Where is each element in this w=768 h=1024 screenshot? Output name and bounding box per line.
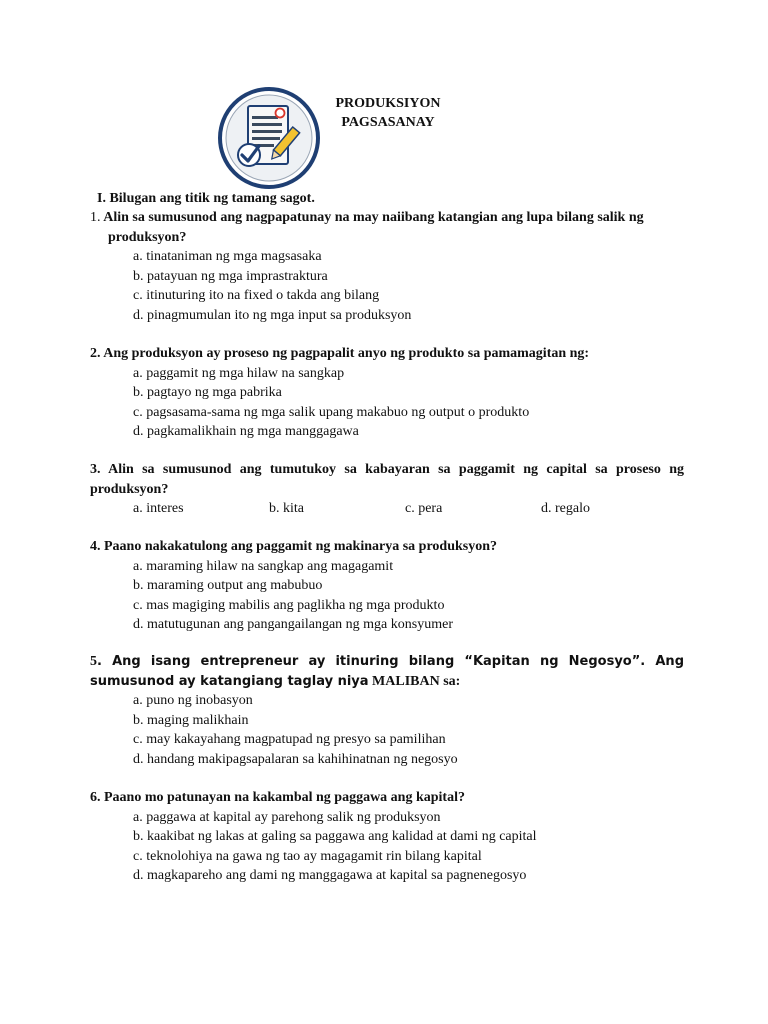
question-5: [90, 652, 684, 769]
question-4: [90, 537, 684, 635]
section-instruction: I. Bilugan ang titik ng tamang sagot.: [97, 191, 315, 206]
options-list: [90, 499, 684, 519]
question-text-tail: MALIBAN sa:: [368, 673, 461, 689]
question-stem: [90, 652, 684, 691]
option-a[interactable]: a. paggamit ng mga hilaw na sangkap: [133, 365, 345, 381]
option-a[interactable]: a. paggawa at kapital ay parehong salik ng produksyon: [133, 809, 441, 825]
option-a[interactable]: a. puno ng inobasyon: [133, 693, 253, 708]
title-line-1: PRODUKSIYON: [335, 96, 441, 111]
option-c[interactable]: c. may kakayahang magpatupad ng presyo sa pamilihan: [133, 732, 446, 747]
option-b[interactable]: b. pagtayo ng mga pabrika: [133, 385, 282, 400]
option-b[interactable]: b. kaakibat ng lakas at galing sa paggawa ang kalidad at dami ng capital: [133, 829, 537, 844]
question-6: [90, 788, 684, 886]
options-list: [90, 364, 684, 442]
option-c[interactable]: c. itinuturing ito na fixed o takda ang bilang: [133, 288, 380, 303]
option-c[interactable]: c. teknolohiya na gawa ng tao ay magagamit rin bilang kapital: [133, 848, 482, 864]
question-3: [90, 460, 684, 519]
question-number: 1.: [90, 210, 101, 225]
question-stem: 6. Paano mo patunayan na kakambal ng paggawa ang kapital?: [90, 790, 465, 805]
worksheet-title: [326, 94, 450, 132]
option-b[interactable]: b. maraming output ang mabubuo: [133, 578, 323, 593]
option-d[interactable]: d. regalo: [541, 501, 590, 516]
question-stem: [90, 208, 684, 247]
option-c[interactable]: c. pagsasama-sama ng mga salik upang makabuo ng output o produkto: [133, 404, 530, 420]
options-list: [90, 247, 684, 325]
option-b[interactable]: b. kita: [269, 501, 304, 516]
options-list: [90, 557, 684, 635]
question-2: [90, 344, 684, 442]
option-b[interactable]: b. maging malikhain: [133, 712, 249, 728]
question-stem: 4. Paano nakakatulong ang paggamit ng makinarya sa produksyon?: [90, 539, 498, 554]
option-d[interactable]: d. matutugunan ang pangangailangan ng mga konsyumer: [133, 617, 453, 632]
title-line-2: PAGSASANAY: [341, 115, 435, 130]
question-text: Alin sa sumusunod ang nagpapatunay na may naiibang katangian ang lupa bilang salik ng produksyon?: [103, 210, 644, 245]
option-a[interactable]: a. maraming hilaw na sangkap ang magagamit: [133, 558, 394, 574]
option-a[interactable]: a. tinataniman ng mga magsasaka: [133, 249, 322, 264]
question-number: 5: [90, 654, 97, 669]
option-d[interactable]: d. handang makipagsapalaran sa kahihinatnan ng negosyo: [133, 751, 458, 767]
option-d[interactable]: d. pinagmumulan ito ng mga input sa produksyon: [133, 307, 412, 323]
question-stem: 2. Ang produksyon ay proseso ng pagpapalit anyo ng produkto sa pamamagitan ng:: [90, 346, 590, 361]
options-list: [90, 808, 684, 886]
option-c[interactable]: c. pera: [405, 501, 443, 516]
option-a[interactable]: a. interes: [133, 501, 184, 516]
option-d[interactable]: d. pagkamalikhain ng mga manggagawa: [133, 424, 359, 439]
option-b[interactable]: b. patayuan ng mga imprastraktura: [133, 268, 328, 284]
question-text: . Ang isang entrepreneur ay itinuring bilang “Kapitan ng Negosyo”. Ang sumusunod ay katangiang taglay niya: [90, 654, 684, 689]
question-1: [90, 208, 684, 325]
option-d[interactable]: d. magkapareho ang dami ng manggagawa at kapital sa pagnenegosyo: [133, 868, 527, 883]
question-stem: 3. Alin sa sumusunod ang tumutukoy sa kabayaran sa paggamit ng capital sa proseso ng produksyon?: [90, 462, 684, 497]
option-c[interactable]: c. mas magiging mabilis ang paglikha ng mga produkto: [133, 597, 445, 613]
options-list: [90, 691, 684, 769]
checklist-document-icon: [217, 86, 321, 190]
